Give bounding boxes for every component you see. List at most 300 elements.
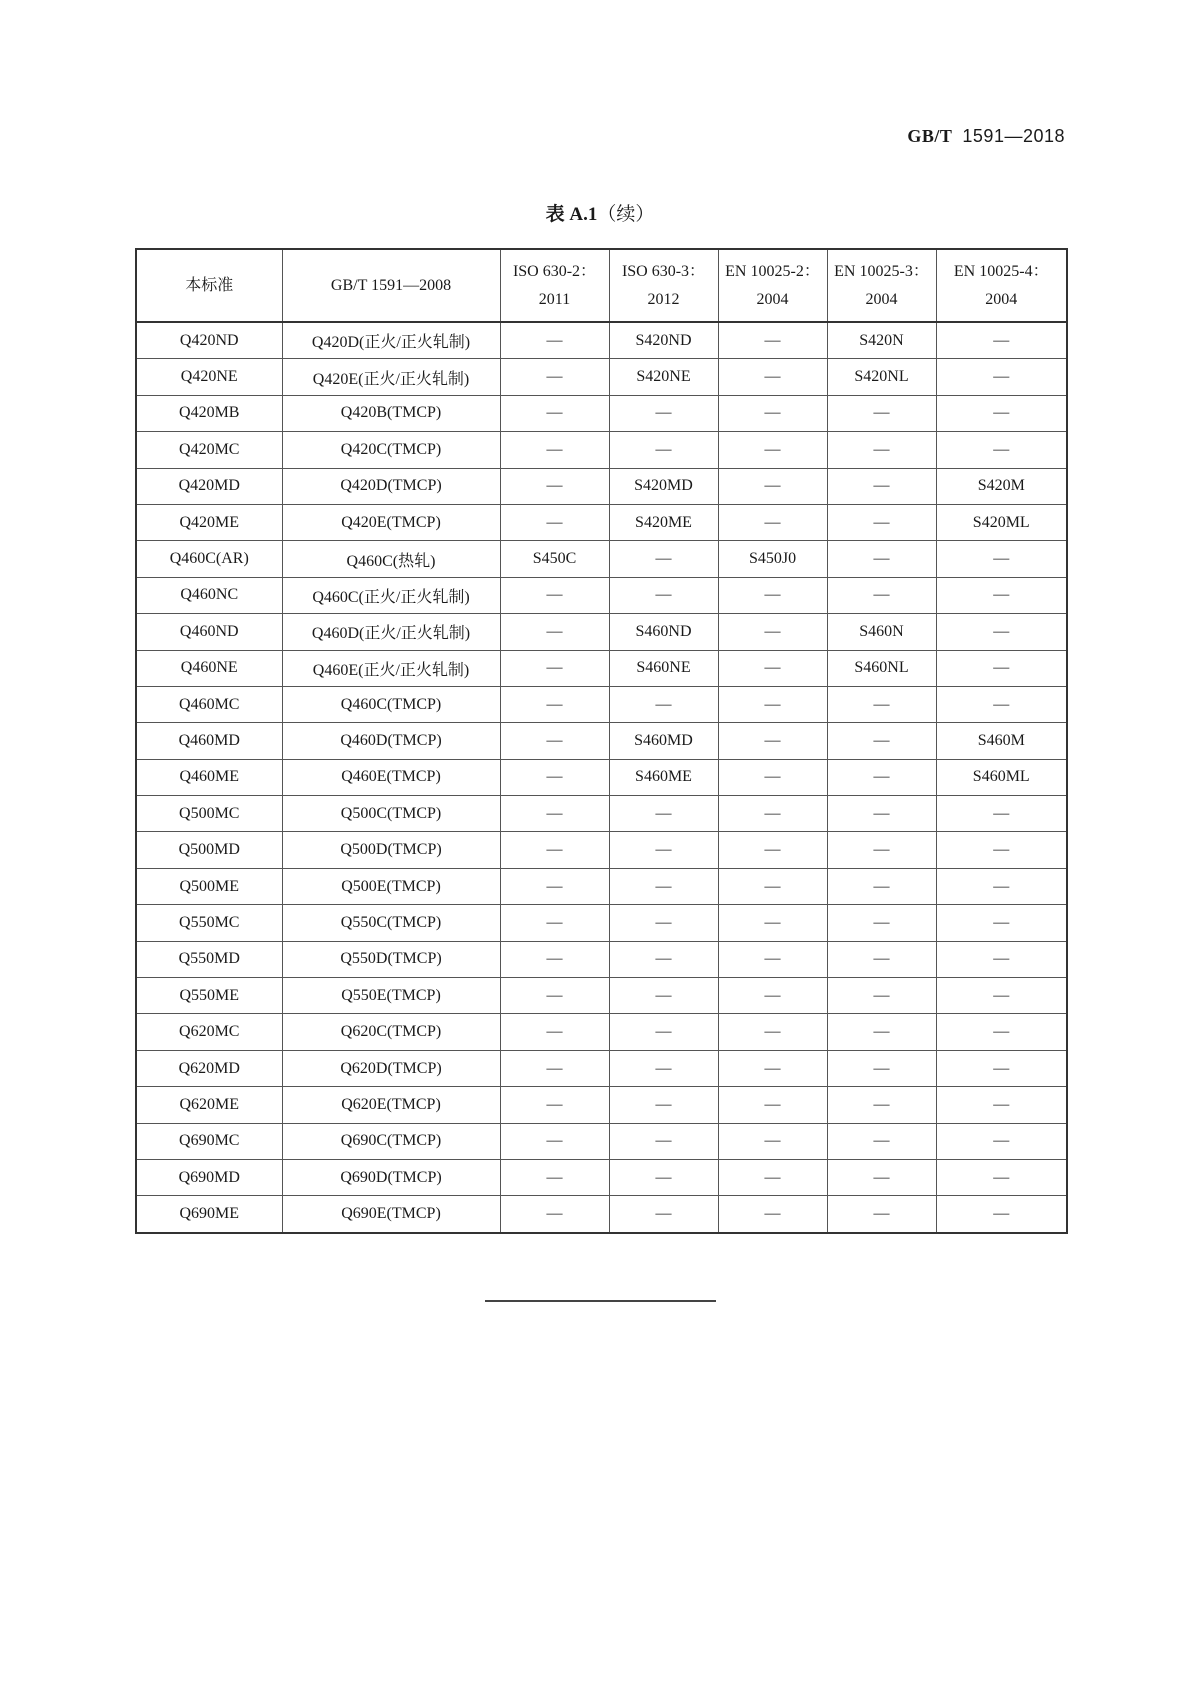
table-cell (282, 322, 500, 359)
cell-value: Q690D(TMCP) (340, 1168, 442, 1186)
not-applicable-dash: — (764, 1095, 781, 1113)
cell-value: Q620E(TMCP) (341, 1095, 441, 1113)
table-cell (136, 1159, 282, 1195)
table-cell (609, 868, 718, 904)
cell-value: Q550D(TMCP) (340, 950, 442, 968)
cell-value: Q420E(TMCP) (341, 513, 441, 531)
table-cell (827, 905, 936, 941)
standard-prefix: GB/T (907, 126, 953, 146)
not-applicable-dash: — (546, 331, 563, 349)
table-cell (609, 322, 718, 359)
table-cell (718, 941, 827, 977)
table-cell (718, 723, 827, 759)
table-cell (609, 905, 718, 941)
table-cell (609, 686, 718, 722)
table-cell (136, 322, 282, 359)
table-cell (136, 541, 282, 577)
not-applicable-dash: — (993, 695, 1010, 713)
table-cell (500, 941, 609, 977)
table-cell (136, 432, 282, 468)
cell-value: Q460E(TMCP) (341, 768, 441, 786)
cell-value: S460MD (634, 731, 693, 749)
table-cell (718, 759, 827, 795)
column-header (718, 249, 827, 322)
table-cell (936, 1159, 1067, 1195)
column-header-line2: 2004 (756, 290, 789, 308)
table-cell (936, 1014, 1067, 1050)
table-row (136, 541, 1067, 577)
table-cell (827, 504, 936, 540)
table-cell (718, 1123, 827, 1159)
not-applicable-dash: — (546, 440, 563, 458)
table-cell (609, 541, 718, 577)
table-cell (827, 577, 936, 613)
table-cell (827, 541, 936, 577)
table-cell (500, 504, 609, 540)
not-applicable-dash: — (873, 550, 890, 568)
cell-value: S420ND (635, 331, 692, 349)
table-cell (282, 796, 500, 832)
table-cell (136, 723, 282, 759)
table-cell (609, 832, 718, 868)
table-cell (609, 1087, 718, 1123)
not-applicable-dash: — (993, 1059, 1010, 1077)
table-row (136, 1159, 1067, 1195)
not-applicable-dash: — (764, 1205, 781, 1223)
table-cell (936, 759, 1067, 795)
not-applicable-dash: — (546, 877, 563, 895)
table-cell (500, 832, 609, 868)
cell-value: S420ME (635, 513, 692, 531)
table-cell (936, 650, 1067, 686)
not-applicable-dash: — (546, 1095, 563, 1113)
table-cell (718, 468, 827, 504)
not-applicable-dash: — (993, 1023, 1010, 1041)
table-body (136, 322, 1067, 1233)
not-applicable-dash: — (993, 1168, 1010, 1186)
not-applicable-dash: — (764, 768, 781, 786)
table-cell (936, 614, 1067, 650)
not-applicable-dash: — (873, 877, 890, 895)
table-cell (936, 577, 1067, 613)
table-row (136, 322, 1067, 359)
table-cell (718, 796, 827, 832)
cell-value: Q420MD (178, 477, 240, 495)
cell-value: S450C (532, 550, 577, 568)
table-cell (827, 868, 936, 904)
not-applicable-dash: — (546, 1023, 563, 1041)
not-applicable-dash: — (764, 877, 781, 895)
table-row (136, 359, 1067, 395)
table-cell (282, 395, 500, 431)
table-cell (827, 832, 936, 868)
not-applicable-dash: — (993, 841, 1010, 859)
table-cell (936, 832, 1067, 868)
table-cell (827, 468, 936, 504)
table-cell (936, 1050, 1067, 1086)
table-cell (136, 614, 282, 650)
table-row (136, 1196, 1067, 1233)
not-applicable-dash: — (546, 695, 563, 713)
cell-value: Q420B(TMCP) (340, 404, 442, 422)
not-applicable-dash: — (546, 513, 563, 531)
column-header (500, 249, 609, 322)
table-cell (718, 432, 827, 468)
column-header-line2: 2011 (538, 290, 571, 308)
not-applicable-dash: — (764, 331, 781, 349)
table-row (136, 650, 1067, 686)
table-cell (136, 978, 282, 1014)
table-cell (609, 614, 718, 650)
column-header (609, 249, 718, 322)
not-applicable-dash: — (764, 913, 781, 931)
not-applicable-dash: — (546, 950, 563, 968)
not-applicable-dash: — (993, 622, 1010, 640)
column-header (827, 249, 936, 322)
table-cell (500, 759, 609, 795)
not-applicable-dash: — (655, 986, 672, 1004)
table-row (136, 868, 1067, 904)
cell-value: Q690E(TMCP) (341, 1205, 441, 1223)
table-cell (609, 1159, 718, 1195)
not-applicable-dash: — (993, 986, 1010, 1004)
not-applicable-dash: — (873, 1059, 890, 1077)
column-header-line1: EN 10025-3： (834, 262, 929, 280)
cell-value: Q420NE (180, 368, 238, 386)
cell-value: Q690ME (179, 1205, 240, 1223)
not-applicable-dash: — (764, 1132, 781, 1150)
table-cell (827, 359, 936, 395)
table-row (136, 504, 1067, 540)
table-cell (936, 322, 1067, 359)
table-cell (500, 905, 609, 941)
cell-value: Q420ND (179, 331, 239, 349)
table-cell (827, 650, 936, 686)
table-cell (282, 432, 500, 468)
table-cell (136, 359, 282, 395)
table-row (136, 978, 1067, 1014)
table-cell (827, 614, 936, 650)
table-cell (136, 796, 282, 832)
not-applicable-dash: — (655, 1023, 672, 1041)
not-applicable-dash: — (655, 440, 672, 458)
cell-value: Q460D(TMCP) (340, 731, 442, 749)
not-applicable-dash: — (993, 404, 1010, 422)
cell-value: S460NE (636, 659, 691, 677)
table-cell (936, 468, 1067, 504)
cell-value: Q500E(TMCP) (341, 877, 441, 895)
table-cell (282, 1050, 500, 1086)
table-cell (936, 941, 1067, 977)
table-cell (827, 686, 936, 722)
table-cell (609, 577, 718, 613)
not-applicable-dash: — (873, 731, 890, 749)
table-cell (718, 978, 827, 1014)
cell-value: Q550E(TMCP) (341, 986, 441, 1004)
cell-value: S460NL (854, 659, 909, 677)
table-cell (827, 1050, 936, 1086)
not-applicable-dash: — (764, 1168, 781, 1186)
cell-value: Q500MD (178, 841, 240, 859)
table-header-row (136, 249, 1067, 322)
not-applicable-dash: — (764, 841, 781, 859)
table-cell (718, 686, 827, 722)
table-row (136, 759, 1067, 795)
cell-value: Q420E(正火/正火轧制) (312, 370, 470, 388)
table-row (136, 614, 1067, 650)
table-cell (609, 1123, 718, 1159)
table-cell (500, 686, 609, 722)
cell-value: Q620ME (179, 1095, 240, 1113)
table-cell (282, 577, 500, 613)
cell-value: Q460C(TMCP) (340, 695, 442, 713)
cell-value: S460ME (635, 768, 692, 786)
table-cell (718, 650, 827, 686)
table-cell (282, 1196, 500, 1233)
not-applicable-dash: — (873, 1095, 890, 1113)
table-title-prefix: 表 (545, 204, 565, 225)
table-cell (136, 868, 282, 904)
table-row (136, 1123, 1067, 1159)
cell-value: Q500D(TMCP) (340, 841, 442, 859)
table-cell (609, 978, 718, 1014)
not-applicable-dash: — (655, 404, 672, 422)
not-applicable-dash: — (764, 1059, 781, 1077)
cell-value: Q420MC (179, 440, 240, 458)
table-cell (936, 395, 1067, 431)
cell-value: Q420ME (179, 513, 240, 531)
table-cell (282, 468, 500, 504)
table-cell (609, 468, 718, 504)
end-of-table-rule (485, 1300, 716, 1302)
cell-value: Q690MC (179, 1132, 240, 1150)
table-cell (718, 614, 827, 650)
table-cell (718, 905, 827, 941)
not-applicable-dash: — (546, 586, 563, 604)
cell-value: Q690MD (178, 1168, 240, 1186)
not-applicable-dash: — (655, 877, 672, 895)
not-applicable-dash: — (764, 1023, 781, 1041)
table-cell (936, 978, 1067, 1014)
not-applicable-dash: — (764, 695, 781, 713)
table-cell (500, 432, 609, 468)
table-cell (136, 468, 282, 504)
table-cell (282, 832, 500, 868)
cell-value: Q500ME (179, 877, 240, 895)
cell-value: S460ML (972, 768, 1030, 786)
cell-value: S460N (859, 622, 904, 640)
table-cell (500, 868, 609, 904)
column-header (136, 249, 282, 322)
table-cell (936, 1196, 1067, 1233)
table-cell (609, 941, 718, 977)
not-applicable-dash: — (546, 1132, 563, 1150)
table-cell (282, 614, 500, 650)
table-cell (827, 941, 936, 977)
table-cell (500, 650, 609, 686)
table-cell (500, 1050, 609, 1086)
table-cell (136, 1014, 282, 1050)
table-cell (500, 322, 609, 359)
not-applicable-dash: — (546, 913, 563, 931)
table-cell (500, 395, 609, 431)
table-row (136, 1014, 1067, 1050)
table-cell (827, 1087, 936, 1123)
not-applicable-dash: — (546, 404, 563, 422)
table-cell (936, 1087, 1067, 1123)
table-cell (500, 1123, 609, 1159)
table-cell (609, 1050, 718, 1086)
table-cell (136, 1123, 282, 1159)
table-cell (936, 686, 1067, 722)
cell-value: S420NL (854, 368, 909, 386)
table-cell (500, 468, 609, 504)
table-cell (500, 1087, 609, 1123)
not-applicable-dash: — (873, 1023, 890, 1041)
cell-value: Q620D(TMCP) (340, 1059, 442, 1077)
table-cell (282, 723, 500, 759)
not-applicable-dash: — (993, 913, 1010, 931)
cell-value: Q500C(TMCP) (340, 804, 442, 822)
not-applicable-dash: — (764, 804, 781, 822)
not-applicable-dash: — (764, 404, 781, 422)
standard-code (907, 126, 1065, 147)
table-cell (500, 1014, 609, 1050)
not-applicable-dash: — (873, 440, 890, 458)
not-applicable-dash: — (546, 1205, 563, 1223)
not-applicable-dash: — (993, 1132, 1010, 1150)
not-applicable-dash: — (655, 1205, 672, 1223)
cell-value: Q420D(TMCP) (340, 477, 442, 495)
table-cell (718, 359, 827, 395)
table-cell (827, 322, 936, 359)
table-cell (136, 395, 282, 431)
table-cell (500, 541, 609, 577)
column-header-line1: ISO 630-3： (621, 262, 706, 280)
not-applicable-dash: — (993, 950, 1010, 968)
table-cell (609, 723, 718, 759)
table-cell (500, 978, 609, 1014)
table-cell (609, 796, 718, 832)
table-cell (136, 1050, 282, 1086)
table-cell (500, 614, 609, 650)
table-cell (136, 759, 282, 795)
table-cell (136, 650, 282, 686)
cell-value: Q550MD (178, 950, 240, 968)
table-row (136, 796, 1067, 832)
table-title-id: A.1 (569, 204, 598, 225)
cell-value: Q460ME (179, 768, 240, 786)
column-header-line2: 2004 (865, 290, 898, 308)
cell-value: S420MD (634, 477, 693, 495)
not-applicable-dash: — (993, 586, 1010, 604)
not-applicable-dash: — (655, 586, 672, 604)
not-applicable-dash: — (873, 513, 890, 531)
table-cell (718, 395, 827, 431)
not-applicable-dash: — (873, 586, 890, 604)
not-applicable-dash: — (655, 841, 672, 859)
cell-value: Q420C(TMCP) (340, 440, 442, 458)
not-applicable-dash: — (655, 950, 672, 968)
cell-value: Q620C(TMCP) (340, 1023, 442, 1041)
column-header-line2: 2004 (985, 290, 1018, 308)
table-cell (282, 686, 500, 722)
not-applicable-dash: — (993, 877, 1010, 895)
table-cell (136, 504, 282, 540)
table-cell (609, 650, 718, 686)
table-cell (827, 1014, 936, 1050)
table-cell (718, 1050, 827, 1086)
not-applicable-dash: — (873, 768, 890, 786)
not-applicable-dash: — (873, 804, 890, 822)
not-applicable-dash: — (655, 804, 672, 822)
table-cell (136, 832, 282, 868)
cell-value: S420M (977, 477, 1025, 495)
not-applicable-dash: — (764, 950, 781, 968)
cell-value: Q420MB (179, 404, 240, 422)
table-cell (282, 504, 500, 540)
table-cell (136, 941, 282, 977)
table-cell (827, 759, 936, 795)
table-cell (282, 1014, 500, 1050)
cell-value: S420NE (636, 368, 691, 386)
table-cell (500, 359, 609, 395)
not-applicable-dash: — (655, 550, 672, 568)
not-applicable-dash: — (993, 331, 1010, 349)
not-applicable-dash: — (655, 695, 672, 713)
not-applicable-dash: — (546, 477, 563, 495)
table-cell (282, 905, 500, 941)
not-applicable-dash: — (873, 404, 890, 422)
table-cell (609, 1196, 718, 1233)
table-cell (136, 577, 282, 613)
table-title-suffix: （续） (597, 204, 655, 225)
not-applicable-dash: — (764, 440, 781, 458)
not-applicable-dash: — (764, 368, 781, 386)
table-cell (500, 1159, 609, 1195)
not-applicable-dash: — (873, 913, 890, 931)
table-cell (136, 905, 282, 941)
cell-value: Q460NC (180, 586, 239, 604)
table-cell (609, 759, 718, 795)
column-header-line1: GB/T 1591—2008 (330, 276, 452, 294)
not-applicable-dash: — (546, 1059, 563, 1077)
table-cell (136, 1087, 282, 1123)
not-applicable-dash: — (873, 1205, 890, 1223)
cell-value: Q550C(TMCP) (340, 913, 442, 931)
not-applicable-dash: — (764, 513, 781, 531)
not-applicable-dash: — (764, 586, 781, 604)
cell-value: Q460MD (178, 731, 240, 749)
cell-value: Q460MC (179, 695, 240, 713)
column-header (282, 249, 500, 322)
not-applicable-dash: — (993, 804, 1010, 822)
not-applicable-dash: — (546, 731, 563, 749)
table-cell (827, 723, 936, 759)
table-row (136, 686, 1067, 722)
table-cell (936, 432, 1067, 468)
table-cell (827, 1123, 936, 1159)
table-cell (136, 1196, 282, 1233)
cell-value: S460M (977, 731, 1025, 749)
cell-value: S420N (859, 331, 904, 349)
table-row (136, 905, 1067, 941)
table-cell (827, 432, 936, 468)
table-row (136, 941, 1067, 977)
table-cell (500, 723, 609, 759)
not-applicable-dash: — (873, 950, 890, 968)
table-cell (282, 759, 500, 795)
